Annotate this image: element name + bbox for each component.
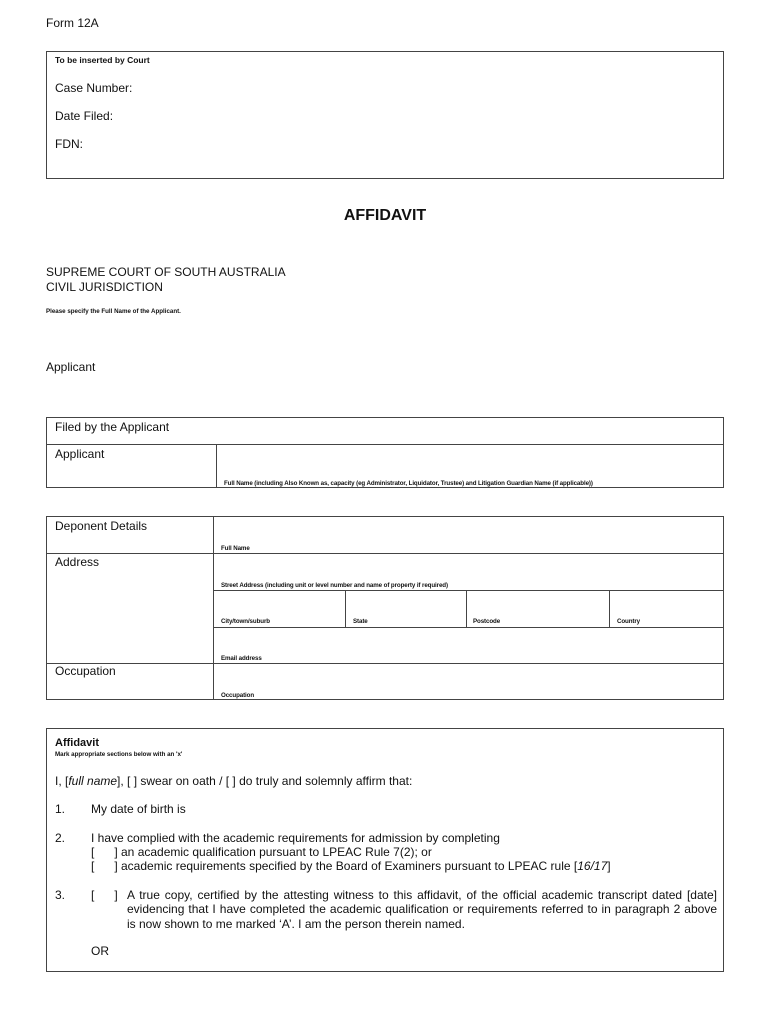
applicant-full-name-hint: Full Name (including Also Known as, capacity (eg Administrator, Liquidator, Trustee) and Litigation Guardian Name (if applicable)) [224, 480, 593, 487]
oath-line [55, 774, 412, 788]
date-filed-label: Date Filed: [55, 109, 114, 123]
item-3-number: 3. [55, 888, 66, 902]
case-number-label: Case Number: [55, 81, 133, 95]
applicant-caption: Applicant [46, 360, 96, 374]
occupation-hint: Occupation [221, 692, 255, 699]
oath-pre: I, [ [55, 774, 69, 788]
fdn-label: FDN: [55, 137, 83, 151]
affidavit-heading: Affidavit [55, 737, 99, 749]
item-2-number: 2. [55, 831, 66, 845]
option-b-post: ] [607, 859, 611, 873]
full-name-hint: Full Name [221, 545, 250, 552]
item-2-text: I have complied with the academic requirements for admission by completing [91, 831, 500, 845]
filed-by-title: Filed by the Applicant [55, 420, 170, 434]
state-hint: State [353, 618, 368, 625]
or-label: OR [91, 944, 109, 958]
applicant-name-note: Please specify the Full Name of the Applicant. [46, 308, 181, 315]
item-2-option-a: [ ] an academic qualification pursuant to LPEAC Rule 7(2); or [91, 845, 432, 859]
email-hint: Email address [221, 655, 262, 662]
city-hint: City/town/suburb [221, 618, 270, 625]
deponent-table [46, 516, 724, 700]
filed-by-divider [47, 444, 723, 445]
country-hint: Country [617, 618, 641, 625]
oath-full-name: full name [68, 774, 118, 788]
item-1-text: My date of birth is [91, 802, 186, 816]
filed-by-col-divider [216, 444, 217, 487]
city-state-divider [345, 590, 346, 627]
occupation-label: Occupation [55, 664, 116, 678]
affidavit-subheading: Mark appropriate sections below with an 'x' [55, 751, 183, 758]
item-3-checkbox: [ ] [91, 888, 118, 902]
oath-post: ], [ ] swear on oath / [ ] do truly and solemnly affirm that: [117, 774, 413, 788]
postcode-hint: Postcode [473, 618, 501, 625]
option-b-pre: [ ] academic requirements specified by the Board of Examiners pursuant to LPEAC rule [ [91, 859, 578, 873]
court-use-box [46, 51, 724, 179]
deponent-col-divider [213, 517, 214, 699]
street-address-hint: Street Address (including unit or level number and name of property if required) [221, 582, 448, 589]
postcode-country-divider [609, 590, 610, 627]
address-label: Address [55, 555, 100, 569]
form-id: Form 12A [46, 16, 99, 30]
deponent-row-divider-3 [213, 627, 723, 628]
deponent-details-title: Deponent Details [55, 519, 148, 533]
state-postcode-divider [466, 590, 467, 627]
filed-by-table [46, 417, 724, 488]
option-b-rule: 16/17 [577, 859, 608, 873]
deponent-row-divider-2 [213, 590, 723, 591]
deponent-row-divider-4 [47, 663, 723, 664]
court-name: SUPREME COURT OF SOUTH AUSTRALIA [46, 265, 286, 279]
deponent-row-divider-1 [47, 553, 723, 554]
page-title: AFFIDAVIT [343, 207, 427, 224]
item-3-text: A true copy, certified by the attesting witness to this affidavit, of the official academic transcript dated [date] evidencing that I have completed the academic qualification or requirements referred to in paragraph 2 above is now shown to me marked ‘A’. I am the person therein named. [127, 888, 717, 931]
item-1-number: 1. [55, 802, 66, 816]
affidavit-box [46, 728, 724, 972]
filed-by-applicant-label: Applicant [55, 447, 105, 461]
court-box-heading: To be inserted by Court [55, 55, 150, 65]
item-2-option-b [91, 859, 611, 873]
court-jurisdiction: CIVIL JURISDICTION [46, 280, 163, 294]
